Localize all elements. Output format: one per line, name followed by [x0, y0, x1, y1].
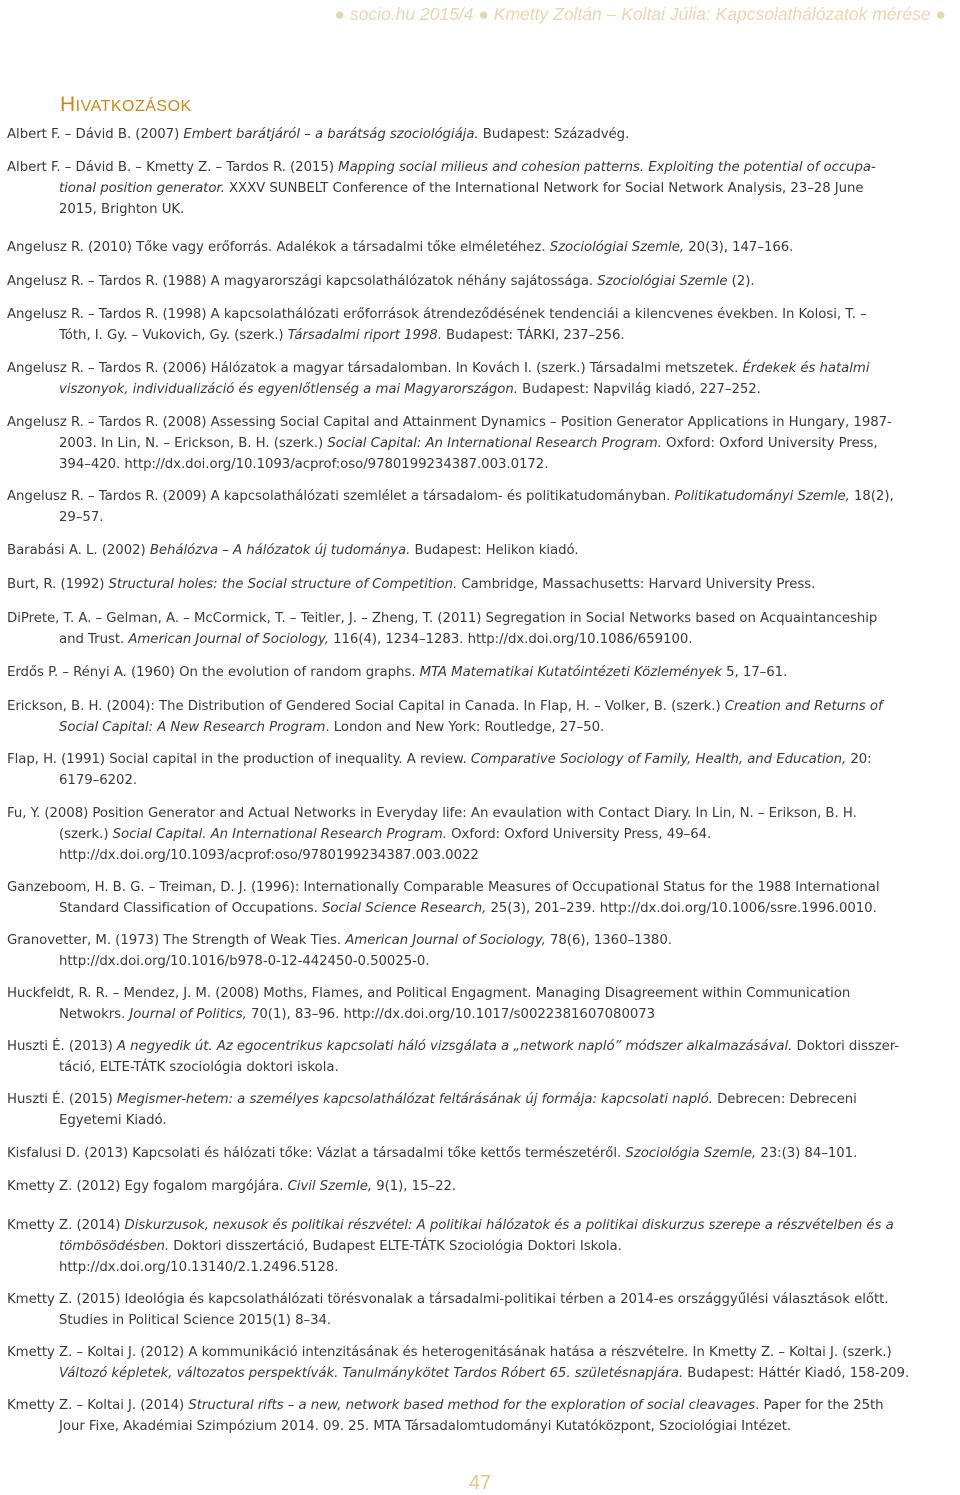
reference-entry: [7, 749, 960, 791]
reference-text: . London and New York: Routledge, 27–50.: [325, 720, 605, 735]
reference-entry: [7, 358, 960, 400]
reference-entry: [7, 930, 960, 972]
reference-italic-text: Journal of Politics,: [129, 1007, 247, 1022]
reference-text: Flap, H. (1991) Social capital in the production of inequality. A review.: [7, 752, 471, 767]
section-title-rest: IVATKOZÁSOK: [75, 98, 192, 115]
reference-text: Budapest: Háttér Kiadó, 158-209.: [683, 1366, 910, 1381]
reference-text: http://dx.doi.org/10.1016/b978-0-12-442450-0.50025-0.: [59, 954, 430, 969]
reference-text: Huszti É. (2015): [7, 1092, 117, 1107]
reference-entry: [7, 237, 960, 258]
reference-italic-text: Megismer-hetem: a személyes kapcsolathálózat feltárásának új formája: kapcsolati napló.: [116, 1092, 713, 1107]
reference-text: Erickson, B. H. (2004): The Distribution of Gendered Social Capital in Canada. In Flap, H. – Volker, B. (szerk.): [7, 699, 725, 714]
reference-text: Fu, Y. (2008) Position Generator and Actual Networks in Everyday life: An evaulation with Contact Diary. In Lin, N. – Erikson, B. H.: [7, 806, 857, 821]
reference-text: Kmetty Z. (2014): [7, 1218, 125, 1233]
reference-text: (2).: [727, 274, 755, 289]
reference-text: 18(2),: [849, 489, 894, 504]
reference-italic-text: Társadalmi riport 1998.: [287, 328, 442, 343]
reference-italic-text: tömbösödésben.: [59, 1239, 170, 1254]
reference-text: XXXV SUNBELT Conference of the International Network for Social Network Analysis, 23–28 June: [224, 181, 864, 196]
reference-italic-text: Civil Szemle,: [287, 1179, 373, 1194]
reference-text: 20:: [846, 752, 872, 767]
reference-italic-text: American Journal of Sociology,: [345, 933, 546, 948]
reference-italic-text: Structural rifts – a new, network based method for the exploration of social cleavages: [188, 1398, 756, 1413]
reference-text: Oxford: Oxford University Press,: [661, 436, 878, 451]
reference-entry: [7, 1089, 960, 1131]
reference-italic-text: Behálózva – A hálózatok új tudománya.: [149, 543, 411, 558]
page-number: 47: [468, 1472, 492, 1494]
reference-italic-text: Comparative Sociology of Family, Health, and Education,: [470, 752, 847, 767]
reference-italic-text: Szociológiai Szemle: [597, 274, 728, 289]
reference-text: Cambridge, Massachusetts: Harvard University Press.: [457, 577, 816, 592]
reference-italic-text: Social Science Research,: [321, 901, 487, 916]
reference-text: Angelusz R. – Tardos R. (2008) Assessing Social Capital and Attainment Dynamics – Position Generator Applications in Hungary, 1987-: [7, 415, 892, 430]
reference-entry: [7, 696, 960, 738]
reference-text: Budapest: Századvég.: [478, 127, 630, 142]
reference-italic-text: Embert barátjáról – a barátság szociológiája.: [183, 127, 479, 142]
reference-text: 5, 17–61.: [721, 665, 788, 680]
reference-text: Doktori disszer-: [792, 1039, 900, 1054]
reference-text: 6179–6202.: [59, 773, 138, 788]
reference-italic-text: A negyedik út. Az egocentrikus kapcsolati háló vizsgálata a „network napló” módszer alkalmazásával.: [116, 1039, 793, 1054]
reference-italic-text: viszonyok, individualizáció és egyenlőtlenség a mai Magyarországon.: [59, 382, 518, 397]
reference-text: Granovetter, M. (1973) The Strength of Weak Ties.: [7, 933, 346, 948]
reference-italic-text: Social Capital: An International Research Program.: [327, 436, 662, 451]
reference-entry: [7, 271, 960, 292]
reference-text: 394–420. http://dx.doi.org/10.1093/acprof:oso/9780199234387.003.0172.: [59, 457, 549, 472]
reference-entry: [7, 157, 960, 220]
reference-entry: [7, 412, 960, 475]
reference-text: 9(1), 15–22.: [372, 1179, 457, 1194]
reference-text: Angelusz R. – Tardos R. (2009) A kapcsolathálózati szemlélet a társadalom- és politikatudományban.: [7, 489, 675, 504]
section-title: [60, 93, 192, 117]
reference-entry: [7, 1176, 960, 1197]
reference-text: Erdős P. – Rényi A. (1960) On the evolution of random graphs.: [7, 665, 420, 680]
reference-italic-text: Structural holes: the Social structure of Competition.: [108, 577, 458, 592]
reference-italic-text: Változó képletek, változatos perspektívák. Tanulmánykötet Tardos Róbert 65. születésnapjára.: [59, 1366, 684, 1381]
reference-text: Burt, R. (1992): [7, 577, 109, 592]
reference-italic-text: American Journal of Sociology,: [128, 632, 329, 647]
reference-text: Kisfalusi D. (2013) Kapcsolati és hálózati tőke: Vázlat a társadalmi tőke kettős természetéről.: [7, 1146, 626, 1161]
reference-text: 116(4), 1234–1283. http://dx.doi.org/10.1086/659100.: [328, 632, 693, 647]
reference-text: Huckfeldt, R. R. – Mendez, J. M. (2008) Moths, Flames, and Political Engagment. Managing Disagreement within Communication: [7, 986, 851, 1001]
reference-text: Tóth, I. Gy. – Vukovich, Gy. (szerk.): [59, 328, 288, 343]
reference-entry: [7, 1395, 960, 1437]
reference-italic-text: Mapping social milieus and cohesion patterns. Exploiting the potential of occupa-: [338, 160, 876, 175]
reference-entry: [7, 877, 960, 919]
reference-text: Ganzeboom, H. B. G. – Treiman, D. J. (1996): Internationally Comparable Measures of Occupational Status for the 1988 International: [7, 880, 880, 895]
section-title-initial: H: [60, 93, 76, 116]
reference-text: 70(1), 83–96. http://dx.doi.org/10.1017/s0022381607080073: [246, 1007, 656, 1022]
reference-text: Albert F. – Dávid B. (2007): [7, 127, 184, 142]
reference-text: Angelusz R. – Tardos R. (1998) A kapcsolathálózati erőforrások átrendeződésének tendenciái a kilencvenes években. In Kolosi, T. –: [7, 307, 867, 322]
reference-entry: [7, 124, 960, 145]
reference-text: Budapest: Helikon kiadó.: [410, 543, 579, 558]
reference-text: Kmetty Z. (2015) Ideológia és kapcsolathálózati törésvonalak a társadalmi-politikai térben a 2014-es országgyűlési választások előtt.: [7, 1292, 889, 1307]
reference-text: Netwokrs.: [59, 1007, 130, 1022]
reference-text: 20(3), 147–166.: [684, 240, 794, 255]
reference-text: 78(6), 1360–1380.: [545, 933, 672, 948]
reference-text: Oxford: Oxford University Press, 49–64.: [446, 827, 712, 842]
reference-italic-text: Creation and Returns of: [724, 699, 883, 714]
reference-text: Angelusz R. – Tardos R. (1988) A magyarországi kapcsolathálózatok néhány sajátossága.: [7, 274, 598, 289]
reference-italic-text: Érdekek és hatalmi: [742, 361, 870, 376]
reference-text: Albert F. – Dávid B. – Kmetty Z. – Tardos R. (2015): [7, 160, 339, 175]
reference-text: Studies in Political Science 2015(1) 8–34.: [59, 1313, 332, 1328]
reference-entry: [7, 1289, 960, 1331]
reference-entry: [7, 1143, 960, 1164]
reference-text: Huszti É. (2013): [7, 1039, 117, 1054]
reference-text: http://dx.doi.org/10.13140/2.1.2496.5128.: [59, 1260, 339, 1275]
reference-entry: [7, 608, 960, 650]
reference-text: . Paper for the 25th: [755, 1398, 884, 1413]
reference-text: Angelusz R. (2010) Tőke vagy erőforrás. Adalékok a társadalmi tőke elméletéhez.: [7, 240, 550, 255]
reference-text: Jour Fixe, Akadémiai Szimpózium 2014. 09. 25. MTA Társadalomtudományi Kutatóközpont, Szociológiai Intézet.: [59, 1419, 792, 1434]
reference-italic-text: Szociológiai Szemle,: [549, 240, 685, 255]
reference-entry: [7, 1036, 960, 1078]
reference-text: (szerk.): [59, 827, 113, 842]
reference-italic-text: tional position generator.: [59, 181, 225, 196]
reference-text: Kmetty Z. (2012) Egy fogalom margójára.: [7, 1179, 288, 1194]
reference-text: 25(3), 201–239. http://dx.doi.org/10.1006/ssre.1996.0010.: [486, 901, 877, 916]
reference-italic-text: Szociológia Szemle,: [625, 1146, 757, 1161]
reference-text: 23:(3) 84–101.: [756, 1146, 858, 1161]
reference-entry: [7, 803, 960, 866]
reference-text: 29–57.: [59, 510, 104, 525]
reference-text: DiPrete, T. A. – Gelman, A. – McCormick, T. – Teitler, J. – Zheng, T. (2011) Segregation in Social Networks based on Acquaintanceship: [7, 611, 878, 626]
reference-text: http://dx.doi.org/10.1093/acprof:oso/9780199234387.003.0022: [59, 848, 479, 863]
reference-text: Barabási A. L. (2002): [7, 543, 150, 558]
reference-text: 2015, Brighton UK.: [59, 202, 185, 217]
reference-entry: [7, 540, 960, 561]
reference-text: Budapest: Napvilág kiadó, 227–252.: [517, 382, 761, 397]
reference-text: Egyetemi Kiadó.: [59, 1113, 167, 1128]
reference-text: Angelusz R. – Tardos R. (2006) Hálózatok a magyar társadalomban. In Kovách I. (szerk.) Társadalmi metszetek.: [7, 361, 743, 376]
reference-entry: [7, 574, 960, 595]
reference-entry: [7, 1215, 960, 1278]
reference-text: Kmetty Z. – Koltai J. (2014): [7, 1398, 189, 1413]
reference-italic-text: Social Capital. An International Research Program.: [112, 827, 447, 842]
reference-entry: [7, 662, 960, 683]
reference-text: 2003. In Lin, N. – Erickson, B. H. (szerk.): [59, 436, 328, 451]
reference-entry: [7, 304, 960, 346]
reference-text: Standard Classification of Occupations.: [59, 901, 322, 916]
reference-italic-text: MTA Matematikai Kutatóintézeti Közlemények: [419, 665, 722, 680]
reference-text: Kmetty Z. – Koltai J. (2012) A kommunikáció intenzitásának és heterogenitásának hatása a részvételre. In Kmetty Z. – Koltai J. (szerk.): [7, 1345, 892, 1360]
reference-entry: [7, 486, 960, 528]
reference-entry: [7, 1342, 960, 1384]
reference-text: Debrecen: Debreceni: [712, 1092, 857, 1107]
reference-text: Doktori disszertáció, Budapest ELTE-TÁTK Szociológia Doktori Iskola.: [169, 1239, 622, 1254]
reference-text: Budapest: TÁRKI, 237–256.: [441, 328, 625, 343]
reference-italic-text: Diskurzusok, nexusok és politikai részvétel: A politikai hálózatok és a politikai diskurzus szerepe a részvételben és a: [124, 1218, 894, 1233]
reference-entry: [7, 983, 960, 1025]
reference-italic-text: Social Capital: A New Research Program: [59, 720, 326, 735]
running-header: ● socio.hu 2015/4 ● Kmetty Zoltán – Koltai Júlia: Kapcsolathálózatok mérése ●: [334, 4, 946, 24]
reference-text: and Trust.: [59, 632, 129, 647]
reference-text: táció, ELTE-TÁTK szociológia doktori iskola.: [59, 1060, 339, 1075]
reference-italic-text: Politikatudományi Szemle,: [674, 489, 850, 504]
